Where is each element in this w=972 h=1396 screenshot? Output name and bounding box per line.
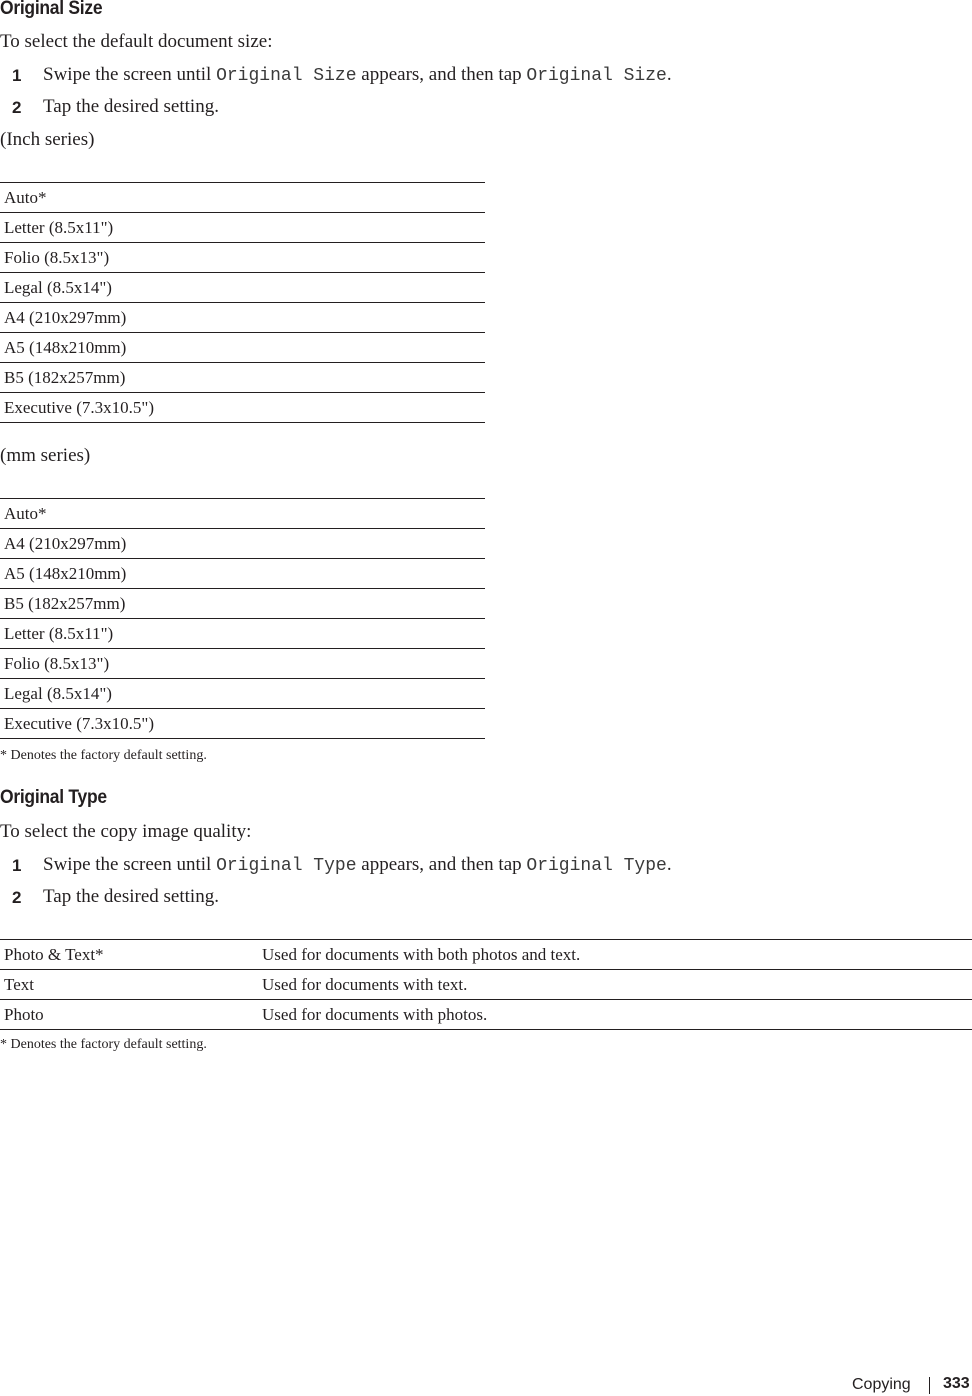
option-cell: Auto*: [0, 183, 485, 213]
section-intro: To select the default document size:: [0, 31, 273, 52]
inch-series-table: [0, 182, 485, 423]
mm-series-label: (mm series): [0, 445, 91, 466]
option-cell: B5 (182x257mm): [0, 589, 485, 619]
footnote: * Denotes the factory default setting.: [0, 1037, 207, 1052]
table-row: [0, 273, 485, 303]
option-desc: Used for documents with text.: [258, 970, 972, 1000]
section-title-original-type: Original Type: [0, 787, 107, 808]
step-text: Tap the desired setting.: [43, 886, 219, 907]
table-row: [0, 499, 485, 529]
option-name: Photo: [0, 1000, 258, 1030]
step-number: 2: [12, 888, 22, 907]
option-cell: A5 (148x210mm): [0, 559, 485, 589]
option-cell: Letter (8.5x11"): [0, 619, 485, 649]
table-row: [0, 363, 485, 393]
footnote: * Denotes the factory default setting.: [0, 748, 207, 763]
table-row: [0, 243, 485, 273]
step-number: 2: [12, 98, 22, 117]
table-row: [0, 589, 485, 619]
option-cell: Legal (8.5x14"): [0, 273, 485, 303]
section-title-original-size: Original Size: [0, 0, 103, 19]
table-row: [0, 213, 485, 243]
option-cell: A4 (210x297mm): [0, 529, 485, 559]
step-number: 1: [12, 856, 22, 875]
option-cell: Executive (7.3x10.5"): [0, 393, 485, 423]
table-row: [0, 649, 485, 679]
option-cell: Folio (8.5x13"): [0, 649, 485, 679]
table-row: [0, 679, 485, 709]
page-number: 333: [943, 1375, 970, 1392]
table-row: [0, 619, 485, 649]
option-name: Text: [0, 970, 258, 1000]
menu-code: Original Type: [526, 856, 667, 876]
option-desc: Used for documents with photos.: [258, 1000, 972, 1030]
table-row: [0, 393, 485, 423]
menu-code: Original Type: [216, 856, 357, 876]
table-row: [0, 709, 485, 739]
step-text: Swipe the screen until Original Size appears, and then tap Original Size.: [43, 64, 672, 86]
step-number: 1: [12, 66, 22, 85]
table-row: [0, 303, 485, 333]
table-row: [0, 183, 485, 213]
table-row: [0, 559, 485, 589]
option-cell: A5 (148x210mm): [0, 333, 485, 363]
menu-code: Original Size: [526, 66, 667, 86]
table-row: [0, 1000, 972, 1030]
table-row: [0, 970, 972, 1000]
inch-series-label: (Inch series): [0, 129, 95, 150]
option-cell: Folio (8.5x13"): [0, 243, 485, 273]
footer-separator: [929, 1377, 930, 1394]
step-text: Tap the desired setting.: [43, 96, 219, 117]
option-desc: Used for documents with both photos and text.: [258, 940, 972, 970]
option-cell: A4 (210x297mm): [0, 303, 485, 333]
table-row: [0, 333, 485, 363]
option-name: Photo & Text*: [0, 940, 258, 970]
mm-series-table: [0, 498, 485, 739]
menu-code: Original Size: [216, 66, 357, 86]
option-cell: B5 (182x257mm): [0, 363, 485, 393]
option-cell: Executive (7.3x10.5"): [0, 709, 485, 739]
step-text: Swipe the screen until Original Type appears, and then tap Original Type.: [43, 854, 672, 876]
option-cell: Legal (8.5x14"): [0, 679, 485, 709]
table-row: [0, 940, 972, 970]
table-row: [0, 529, 485, 559]
original-type-table: [0, 939, 972, 1030]
footer-section-name: Copying: [852, 1376, 911, 1393]
section-intro: To select the copy image quality:: [0, 821, 252, 842]
option-cell: Auto*: [0, 499, 485, 529]
option-cell: Letter (8.5x11"): [0, 213, 485, 243]
